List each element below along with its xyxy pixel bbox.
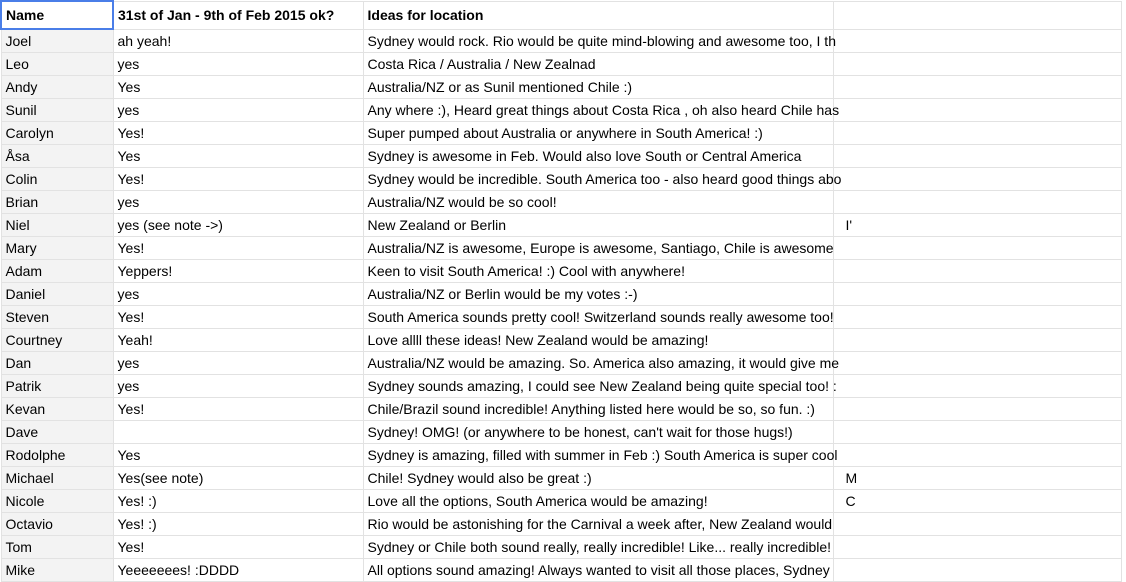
cell-location[interactable]: Rio would be astonishing for the Carnival a week after, New Zealand would	[363, 513, 833, 536]
cell-location[interactable]: Love allll these ideas! New Zealand would be amazing!	[363, 329, 833, 352]
table-row	[1, 29, 1121, 53]
cell-dates[interactable]: yes	[113, 352, 363, 375]
cell-location[interactable]: Sydney! OMG! (or anywhere to be honest, can't wait for those hugs!)	[363, 421, 833, 444]
table-row	[1, 260, 1121, 283]
cell-dates[interactable]: Yes!	[113, 398, 363, 421]
cell-name[interactable]: Daniel	[1, 283, 113, 306]
cell-name[interactable]: Dan	[1, 352, 113, 375]
cell-note[interactable]	[833, 260, 1121, 283]
cell-name[interactable]: Sunil	[1, 99, 113, 122]
cell-dates[interactable]: Yes!	[113, 306, 363, 329]
table-row	[1, 375, 1121, 398]
cell-note[interactable]	[833, 329, 1121, 352]
cell-dates[interactable]: yes	[113, 375, 363, 398]
cell-dates[interactable]: Yes! :)	[113, 513, 363, 536]
cell-note-text: C	[845, 493, 856, 509]
cell-name[interactable]: Åsa	[1, 145, 113, 168]
cell-name[interactable]: Octavio	[1, 513, 113, 536]
cell-location[interactable]: All options sound amazing! Always wanted to visit all those places, Sydney	[363, 559, 833, 582]
cell-location[interactable]: Love all the options, South America would be amazing!	[363, 490, 833, 513]
cell-name[interactable]: Dave	[1, 421, 113, 444]
header-cell-name[interactable]: Name	[1, 1, 113, 29]
cell-note-text: I'	[845, 217, 853, 233]
cell-name[interactable]: Steven	[1, 306, 113, 329]
cell-location[interactable]: Any where :), Heard great things about Costa Rica , oh also heard Chile has	[363, 99, 833, 122]
cell-name[interactable]: Carolyn	[1, 122, 113, 145]
table-row	[1, 99, 1121, 122]
table-row	[1, 214, 1121, 237]
cell-location[interactable]: Chile! Sydney would also be great :)	[363, 467, 833, 490]
cell-name[interactable]: Michael	[1, 467, 113, 490]
cell-dates[interactable]: Yes!	[113, 237, 363, 260]
cell-dates[interactable]: Yes!	[113, 168, 363, 191]
cell-name[interactable]: Kevan	[1, 398, 113, 421]
cell-location[interactable]: Sydney would be incredible. South America too - also heard good things abo	[363, 168, 833, 191]
cell-dates[interactable]	[113, 421, 363, 444]
table-row	[1, 398, 1121, 421]
cell-note[interactable]	[833, 375, 1121, 398]
cell-note[interactable]	[833, 214, 1121, 237]
cell-note[interactable]	[833, 76, 1121, 99]
cell-note[interactable]	[833, 536, 1121, 559]
table-row	[1, 306, 1121, 329]
cell-dates[interactable]: yes	[113, 191, 363, 214]
table-row	[1, 490, 1121, 513]
cell-name[interactable]: Brian	[1, 191, 113, 214]
table-row	[1, 145, 1121, 168]
header-cell-dates[interactable]: 31st of Jan - 9th of Feb 2015 ok?	[113, 1, 363, 29]
cell-name[interactable]: Rodolphe	[1, 444, 113, 467]
cell-note[interactable]	[833, 191, 1121, 214]
cell-name[interactable]: Joel	[1, 29, 113, 53]
cell-name[interactable]: Mike	[1, 559, 113, 582]
cell-note[interactable]	[833, 352, 1121, 375]
cell-name[interactable]: Andy	[1, 76, 113, 99]
cell-name[interactable]: Mary	[1, 237, 113, 260]
cell-dates[interactable]: ah yeah!	[113, 29, 363, 53]
cell-location[interactable]: South America sounds pretty cool! Switzerland sounds really awesome too!	[363, 306, 833, 329]
cell-name[interactable]: Patrik	[1, 375, 113, 398]
table-row	[1, 421, 1121, 444]
cell-note[interactable]	[833, 398, 1121, 421]
cell-location[interactable]: Sydney is awesome in Feb. Would also love South or Central America	[363, 145, 833, 168]
cell-dates[interactable]: Yes	[113, 444, 363, 467]
cell-location[interactable]: New Zealand or Berlin	[363, 214, 833, 237]
cell-location[interactable]: Sydney would rock. Rio would be quite mind-blowing and awesome too, I th	[363, 29, 833, 53]
cell-name[interactable]: Nicole	[1, 490, 113, 513]
cell-location[interactable]: Australia/NZ or as Sunil mentioned Chile :)	[363, 76, 833, 99]
cell-note[interactable]	[833, 283, 1121, 306]
table-row	[1, 168, 1121, 191]
table-row	[1, 329, 1121, 352]
cell-dates[interactable]: yes (see note ->)	[113, 214, 363, 237]
cell-dates[interactable]: Yes! :)	[113, 490, 363, 513]
table-row	[1, 352, 1121, 375]
cell-name[interactable]: Niel	[1, 214, 113, 237]
cell-note[interactable]	[833, 53, 1121, 76]
cell-note[interactable]	[833, 306, 1121, 329]
cell-location[interactable]: Sydney or Chile both sound really, really incredible! Like... really incredible!	[363, 536, 833, 559]
cell-location[interactable]: Chile/Brazil sound incredible! Anything listed here would be so, so fun. :)	[363, 398, 833, 421]
cell-dates[interactable]: Yeah!	[113, 329, 363, 352]
cell-location[interactable]: Australia/NZ is awesome, Europe is awesome, Santiago, Chile is awesome	[363, 237, 833, 260]
cell-location[interactable]: Keen to visit South America! :) Cool with anywhere!	[363, 260, 833, 283]
cell-dates[interactable]: Yes	[113, 145, 363, 168]
cell-dates[interactable]: yes	[113, 99, 363, 122]
cell-note[interactable]	[833, 490, 1121, 513]
cell-name[interactable]: Adam	[1, 260, 113, 283]
table-row	[1, 76, 1121, 99]
table-row	[1, 467, 1121, 490]
cell-note[interactable]	[833, 99, 1121, 122]
table-row	[1, 283, 1121, 306]
cell-name[interactable]: Tom	[1, 536, 113, 559]
cell-note[interactable]	[833, 168, 1121, 191]
table-row	[1, 191, 1121, 214]
cell-note[interactable]	[833, 29, 1121, 53]
cell-dates[interactable]: Yes!	[113, 536, 363, 559]
cell-dates[interactable]: Yeppers!	[113, 260, 363, 283]
table-row	[1, 122, 1121, 145]
cell-location[interactable]: Australia/NZ or Berlin would be my votes :-)	[363, 283, 833, 306]
cell-name[interactable]: Colin	[1, 168, 113, 191]
table-row	[1, 559, 1121, 582]
cell-note[interactable]	[833, 513, 1121, 536]
cell-name[interactable]: Leo	[1, 53, 113, 76]
cell-dates[interactable]: yes	[113, 53, 363, 76]
header-cell-empty[interactable]	[833, 1, 1121, 29]
cell-location[interactable]: Sydney sounds amazing, I could see New Zealand being quite special too! :	[363, 375, 833, 398]
cell-location[interactable]: Super pumped about Australia or anywhere in South America! :)	[363, 122, 833, 145]
table-row	[1, 53, 1121, 76]
cell-name[interactable]: Courtney	[1, 329, 113, 352]
table-row	[1, 237, 1121, 260]
cell-note[interactable]	[833, 421, 1121, 444]
cell-note[interactable]	[833, 467, 1121, 490]
cell-dates[interactable]: Yeeeeeees! :DDDD	[113, 559, 363, 582]
cell-dates[interactable]: Yes	[113, 76, 363, 99]
cell-dates[interactable]: Yes(see note)	[113, 467, 363, 490]
cell-location[interactable]: Costa Rica / Australia / New Zealnad	[363, 53, 833, 76]
table-row	[1, 536, 1121, 559]
table-row	[1, 444, 1121, 467]
cell-note[interactable]	[833, 145, 1121, 168]
cell-note[interactable]	[833, 444, 1121, 467]
cell-dates[interactable]: Yes!	[113, 122, 363, 145]
header-cell-location[interactable]: Ideas for location	[363, 1, 833, 29]
table-row	[1, 513, 1121, 536]
cell-note[interactable]	[833, 237, 1121, 260]
cell-location[interactable]: Sydney is amazing, filled with summer in Feb :) South America is super cool	[363, 444, 833, 467]
cell-location[interactable]: Australia/NZ would be amazing. So. America also amazing, it would give me	[363, 352, 833, 375]
cell-note[interactable]	[833, 559, 1121, 582]
cell-note[interactable]	[833, 122, 1121, 145]
cell-dates[interactable]: yes	[113, 283, 363, 306]
cell-location[interactable]: Australia/NZ would be so cool!	[363, 191, 833, 214]
cell-note-text: M	[845, 470, 858, 486]
header-row	[1, 1, 1121, 29]
